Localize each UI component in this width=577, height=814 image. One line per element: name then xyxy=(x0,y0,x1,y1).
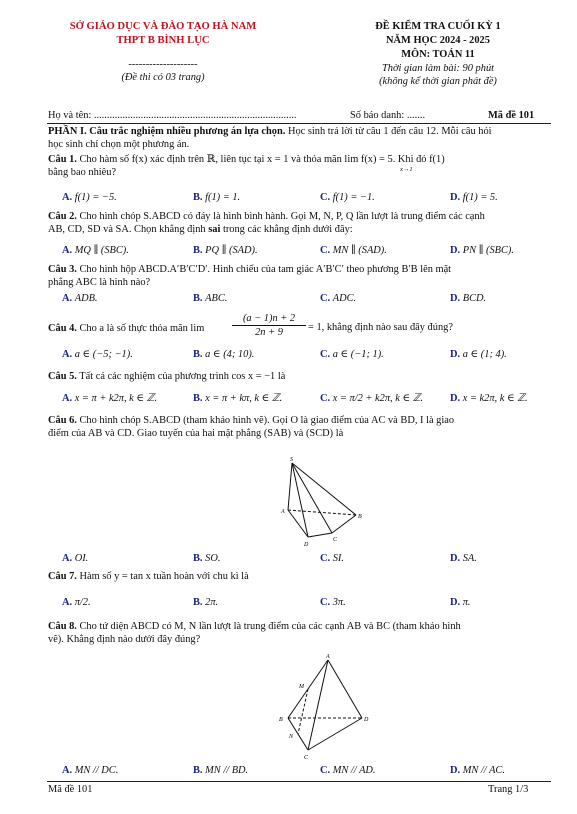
option-label[interactable]: C. xyxy=(320,553,331,564)
option-text: f(1) = 5. xyxy=(462,192,498,203)
part1-title: PHẦN I. Câu trắc nghiệm nhiều phương án lựa chọn. xyxy=(48,126,286,137)
duration: Thời gian làm bài: 90 phút xyxy=(381,63,495,74)
option-text: ADB. xyxy=(74,293,98,304)
edge-CD xyxy=(308,718,362,750)
exam-code: Mã đề 101 xyxy=(488,110,535,121)
option-text: a ∈ (1; 4). xyxy=(462,349,507,360)
question-7 xyxy=(48,570,554,583)
option-label[interactable]: A. xyxy=(62,293,73,304)
option-text: MN // BD. xyxy=(205,765,249,776)
question-text: Cho hình hộp ABCD.A′B′C′D′. Hình chiếu của tam giác A′B′C′ theo phương B′B lên mặt xyxy=(76,264,452,275)
pyramid-figure xyxy=(270,455,380,550)
question-text: Hàm số y = tan x tuần hoàn với chu kì là xyxy=(76,571,249,582)
limit-fraction xyxy=(232,312,306,339)
option-label[interactable]: D. xyxy=(450,293,461,304)
vertex-label: C xyxy=(304,755,309,761)
emphasis-word: sai xyxy=(208,224,221,236)
question-number: Câu 1. xyxy=(48,154,77,165)
option-text: f(1) = −1. xyxy=(332,192,375,203)
question-2 xyxy=(48,210,554,237)
option-text: MN // AD. xyxy=(332,765,376,776)
option-label[interactable]: D. xyxy=(450,765,461,776)
question-7-options xyxy=(48,597,554,611)
school-header xyxy=(48,20,278,84)
option-label[interactable]: B. xyxy=(193,245,203,256)
option-label[interactable]: C. xyxy=(320,192,331,203)
footer-exam-code: Mã đề 101 xyxy=(48,784,93,795)
option-label[interactable]: C. xyxy=(320,293,331,304)
option-text: a ∈ (−5; −1). xyxy=(74,349,133,360)
option-label[interactable]: D. xyxy=(450,192,461,203)
option-text: MQ ∥ (SBC). xyxy=(74,245,129,256)
question-8 xyxy=(48,620,554,647)
option-text: SA. xyxy=(462,553,477,564)
option-text: x = π + k2π, k ∈ ℤ. xyxy=(74,393,157,404)
option-text: f(1) = −5. xyxy=(74,192,117,203)
question-text-line2: phẳng ABC là hình nào? xyxy=(48,277,151,289)
exam-title: ĐỀ KIỂM TRA CUỐI KỲ 1 xyxy=(375,21,501,32)
part1-intro xyxy=(48,125,554,152)
edge-SA xyxy=(288,463,292,510)
option-label[interactable]: C. xyxy=(320,245,331,256)
vertex-label: D xyxy=(304,542,309,548)
edge-AC xyxy=(308,660,328,750)
option-text: a ∈ (4; 10). xyxy=(205,349,255,360)
option-label[interactable]: A. xyxy=(62,553,73,564)
option-text: a ∈ (−1; 1). xyxy=(332,349,384,360)
question-number: Câu 2. xyxy=(48,211,77,222)
question-6-options xyxy=(48,553,554,567)
option-text: π. xyxy=(462,597,471,608)
question-text: Cho hình chóp S.ABCD (tham khảo hình vẽ). Gọi O là giao điểm của AC và BD, I là giao xyxy=(76,415,455,426)
question-text: Cho a là số thực thỏa mãn lim xyxy=(76,323,205,334)
option-text: f(1) = 1. xyxy=(205,192,241,203)
option-label[interactable]: D. xyxy=(450,349,461,360)
department-name: SỞ GIÁO DỤC VÀ ĐÀO TẠO HÀ NAM xyxy=(69,21,257,32)
header-dashes: -------------------- xyxy=(128,59,198,70)
student-name-field: Họ và tên: .............................................................................. xyxy=(48,110,297,121)
option-label[interactable]: A. xyxy=(62,349,73,360)
option-label[interactable]: D. xyxy=(450,553,461,564)
option-text: 2π. xyxy=(205,597,219,608)
option-text: ADC. xyxy=(332,293,357,304)
question-5 xyxy=(48,370,554,383)
vertex-label: A xyxy=(326,654,330,660)
option-label[interactable]: C. xyxy=(320,765,331,776)
edge-AB-hidden xyxy=(288,510,356,515)
question-number: Câu 5. xyxy=(48,371,77,382)
header-divider xyxy=(47,123,551,124)
question-text-rest: = 1, khẳng định nào sau đây đúng? xyxy=(308,322,453,333)
school-year: NĂM HỌC 2024 - 2025 xyxy=(386,35,490,46)
vertex-label: C xyxy=(333,537,338,543)
question-number: Câu 8. xyxy=(48,621,77,632)
question-3 xyxy=(48,263,554,290)
question-3-options xyxy=(48,293,554,307)
option-label[interactable]: C. xyxy=(320,597,331,608)
option-text: x = π + kπ, k ∈ ℤ. xyxy=(205,393,283,404)
question-text: Cho tứ diện ABCD có M, N lần lượt là trung điểm của các cạnh AB và BC (tham khảo hình xyxy=(76,621,461,632)
student-id-field: Số báo danh: ....... xyxy=(350,110,426,121)
option-label[interactable]: B. xyxy=(193,597,203,608)
option-text: OI. xyxy=(74,553,89,564)
question-number: Câu 4. xyxy=(48,323,77,334)
option-label[interactable]: B. xyxy=(193,192,203,203)
option-label[interactable]: B. xyxy=(193,349,203,360)
question-number: Câu 6. xyxy=(48,415,77,426)
option-text: ABC. xyxy=(205,293,228,304)
subject: MÔN: TOÁN 11 xyxy=(401,49,475,60)
option-text: x = k2π, k ∈ ℤ. xyxy=(462,393,528,404)
edge-CB xyxy=(332,515,356,533)
edge-AD xyxy=(328,660,362,718)
footer-page-number: Trang 1/3 xyxy=(488,784,529,795)
page-count-note: (Đề thi có 03 trang) xyxy=(121,72,205,84)
option-label[interactable]: B. xyxy=(193,393,203,404)
question-text-line2-rest: trong các khẳng định dưới đây: xyxy=(220,224,353,236)
option-label[interactable]: C. xyxy=(320,349,331,360)
option-text: MN // DC. xyxy=(74,765,119,776)
vertex-label: B xyxy=(279,717,283,723)
question-text-line2: bằng bao nhiêu? xyxy=(48,167,117,179)
school-name: THPT B BÌNH LỤC xyxy=(116,35,210,46)
option-label[interactable]: A. xyxy=(62,393,73,404)
question-text: Cho hình chóp S.ABCD có đáy là hình bình hành. Gọi M, N, P, Q lần lượt là trung điểm các cạnh xyxy=(76,211,485,222)
vertex-label: S xyxy=(290,457,293,463)
option-label[interactable]: D. xyxy=(450,597,461,608)
option-label[interactable]: A. xyxy=(62,245,73,256)
option-text: SI. xyxy=(332,553,344,564)
option-text: x = π/2 + k2π, k ∈ ℤ. xyxy=(332,393,424,404)
question-1 xyxy=(48,153,554,180)
vertex-label: N xyxy=(289,734,294,740)
vertex-label: A xyxy=(281,509,285,515)
vertex-label: M xyxy=(299,684,304,690)
edge-DC xyxy=(308,533,332,537)
part1-instructions: Học sinh trả lời từ câu 1 đến câu 12. Mỗi câu hỏi xyxy=(285,126,492,137)
option-label[interactable]: A. xyxy=(62,192,73,203)
fraction-denominator: 2n + 9 xyxy=(255,327,283,338)
question-text-line2: vẽ). Khẳng định nào dưới đây đúng? xyxy=(48,634,201,646)
vertex-label: D xyxy=(364,717,369,723)
duration-note: (không kể thời gian phát đề) xyxy=(379,76,497,88)
question-6 xyxy=(48,414,554,441)
option-text: BCD. xyxy=(462,293,487,304)
fraction-numerator: (a − 1)n + 2 xyxy=(232,312,306,326)
option-label[interactable]: D. xyxy=(450,393,461,404)
option-label[interactable]: C. xyxy=(320,393,331,404)
option-label[interactable]: B. xyxy=(193,293,203,304)
option-text: SO. xyxy=(205,553,221,564)
question-1-options xyxy=(48,192,554,206)
option-label[interactable]: A. xyxy=(62,597,73,608)
limit-subscript: x→1 xyxy=(400,166,413,173)
question-text-line2: điểm của AB và CD. Giao tuyến của hai mặt phẳng (SAB) và (SCD) là xyxy=(48,428,344,440)
tetrahedron-figure xyxy=(270,650,380,762)
vertex-label: B xyxy=(358,514,362,520)
exam-header xyxy=(330,20,546,88)
footer-divider xyxy=(47,781,551,782)
question-text-line2: AB, CD, SD và SA. Chọn khẳng định xyxy=(48,224,209,236)
option-text: MN ∥ (SAD). xyxy=(332,245,387,256)
question-text: Tất cả các nghiệm của phương trình cos x = −1 là xyxy=(76,371,286,382)
question-number: Câu 7. xyxy=(48,571,77,582)
part1-instructions-line2: học sinh chỉ chọn một phương án. xyxy=(48,139,190,151)
question-text: Cho hàm số f(x) xác định trên ℝ, liên tục tại x = 1 và thỏa mãn lim f(x) = 5. Khi đó f(1) xyxy=(76,154,445,165)
option-label[interactable]: B. xyxy=(193,553,203,564)
option-text: 3π. xyxy=(332,597,346,608)
question-2-options xyxy=(48,244,554,258)
question-5-options xyxy=(48,392,554,406)
option-label[interactable]: A. xyxy=(62,765,73,776)
option-label[interactable]: B. xyxy=(193,765,203,776)
option-text: PN ∥ (SBC). xyxy=(462,245,514,256)
option-text: MN // AC. xyxy=(462,765,505,776)
option-label[interactable]: D. xyxy=(450,245,461,256)
edge-SC xyxy=(292,463,332,533)
question-number: Câu 3. xyxy=(48,264,77,275)
question-4-options xyxy=(48,348,554,362)
option-text: π/2. xyxy=(74,597,91,608)
option-text: PQ ∥ (SAD). xyxy=(205,245,258,256)
question-8-options xyxy=(48,765,554,779)
